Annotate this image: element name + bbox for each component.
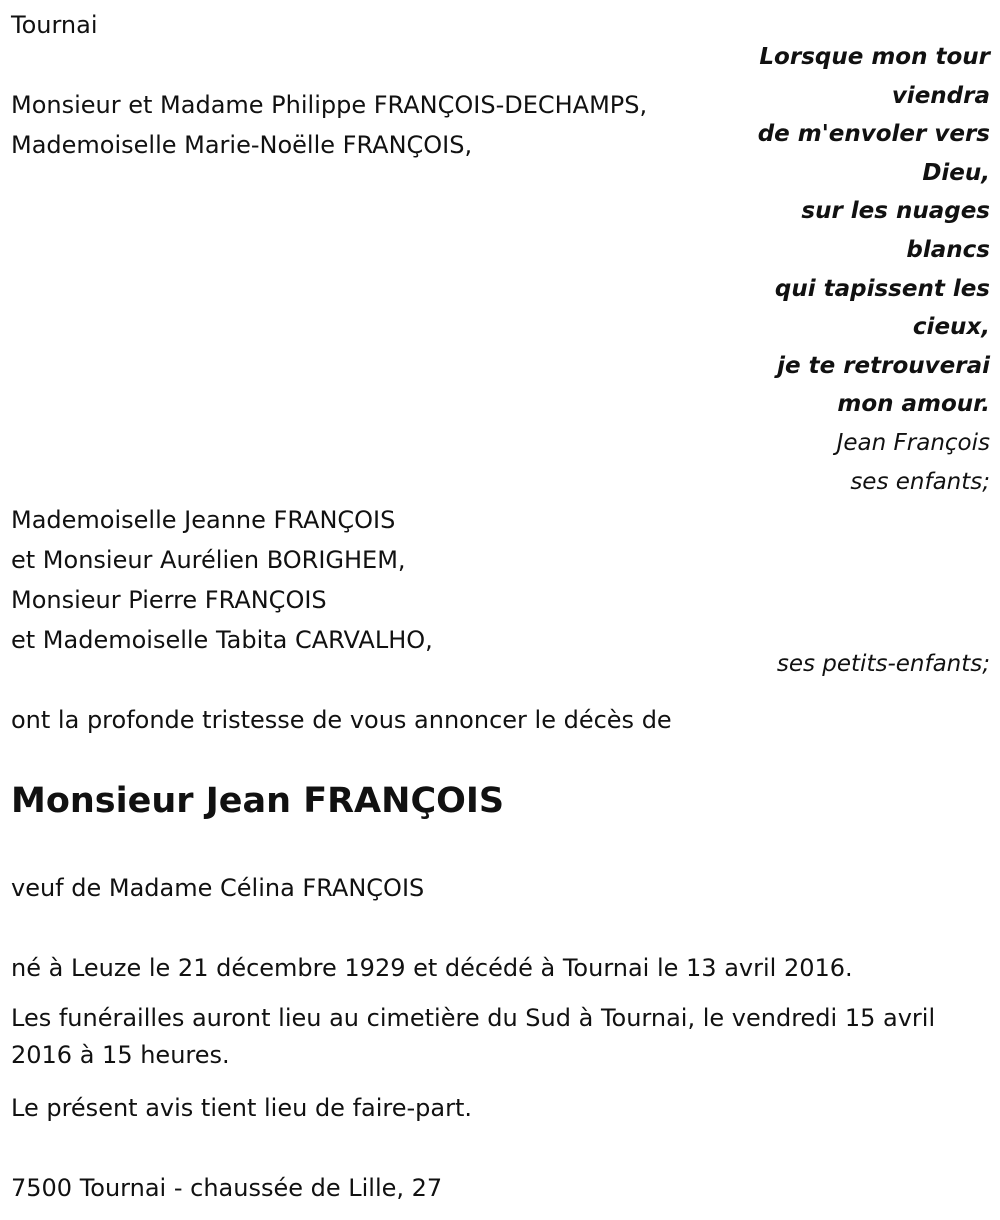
children-line-2: Mademoiselle Marie-Noëlle FRANÇOIS,: [11, 131, 473, 159]
city-heading: Tournai: [11, 11, 98, 39]
poem-line: de m'envoler vers: [757, 121, 990, 148]
address-text: 7500 Tournai - chaussée de Lille, 27: [11, 1174, 443, 1202]
poem-line: blancs: [906, 236, 990, 263]
widower-text: veuf de Madame Célina FRANÇOIS: [11, 874, 425, 902]
grandchildren-line-3: Monsieur Pierre FRANÇOIS: [11, 586, 327, 614]
poem-line: qui tapissent les: [774, 275, 990, 302]
poem-line: mon amour.: [837, 391, 990, 418]
poem-line: je te retrouverai: [777, 352, 990, 379]
children-line-1: Monsieur et Madame Philippe FRANÇOIS-DECHAMPS,: [11, 91, 648, 119]
poem-line: viendra: [891, 82, 990, 109]
poem-line: sur les nuages: [801, 198, 990, 225]
poem-line: Lorsque mon tour: [759, 44, 990, 70]
announcement-text: ont la profonde tristesse de vous annoncer le décès de: [11, 706, 672, 734]
poem-line: cieux,: [912, 314, 990, 341]
grandchildren-line-4: et Mademoiselle Tabita CARVALHO,: [11, 626, 433, 654]
deceased-name: Monsieur Jean FRANÇOIS: [11, 781, 505, 821]
birth-death-text: né à Leuze le 21 décembre 1929 et décédé à Tournai le 13 avril 2016.: [11, 954, 853, 982]
grandchildren-line-2: et Monsieur Aurélien BORIGHEM,: [11, 546, 406, 574]
grandchildren-label: ses petits-enfants;: [776, 651, 990, 677]
poem-line: Dieu,: [922, 159, 990, 186]
funeral-text: Les funérailles auront lieu au cimetière du Sud à Tournai, le vendredi 15 avril 2016 à 15 heures.: [11, 1004, 936, 1069]
children-label: ses enfants;: [850, 468, 990, 495]
poem-signature: Jean François: [836, 429, 990, 456]
notice-text: Le présent avis tient lieu de faire-part.: [11, 1094, 473, 1122]
grandchildren-line-1: Mademoiselle Jeanne FRANÇOIS: [11, 506, 396, 534]
poem: [730, 38, 990, 501]
